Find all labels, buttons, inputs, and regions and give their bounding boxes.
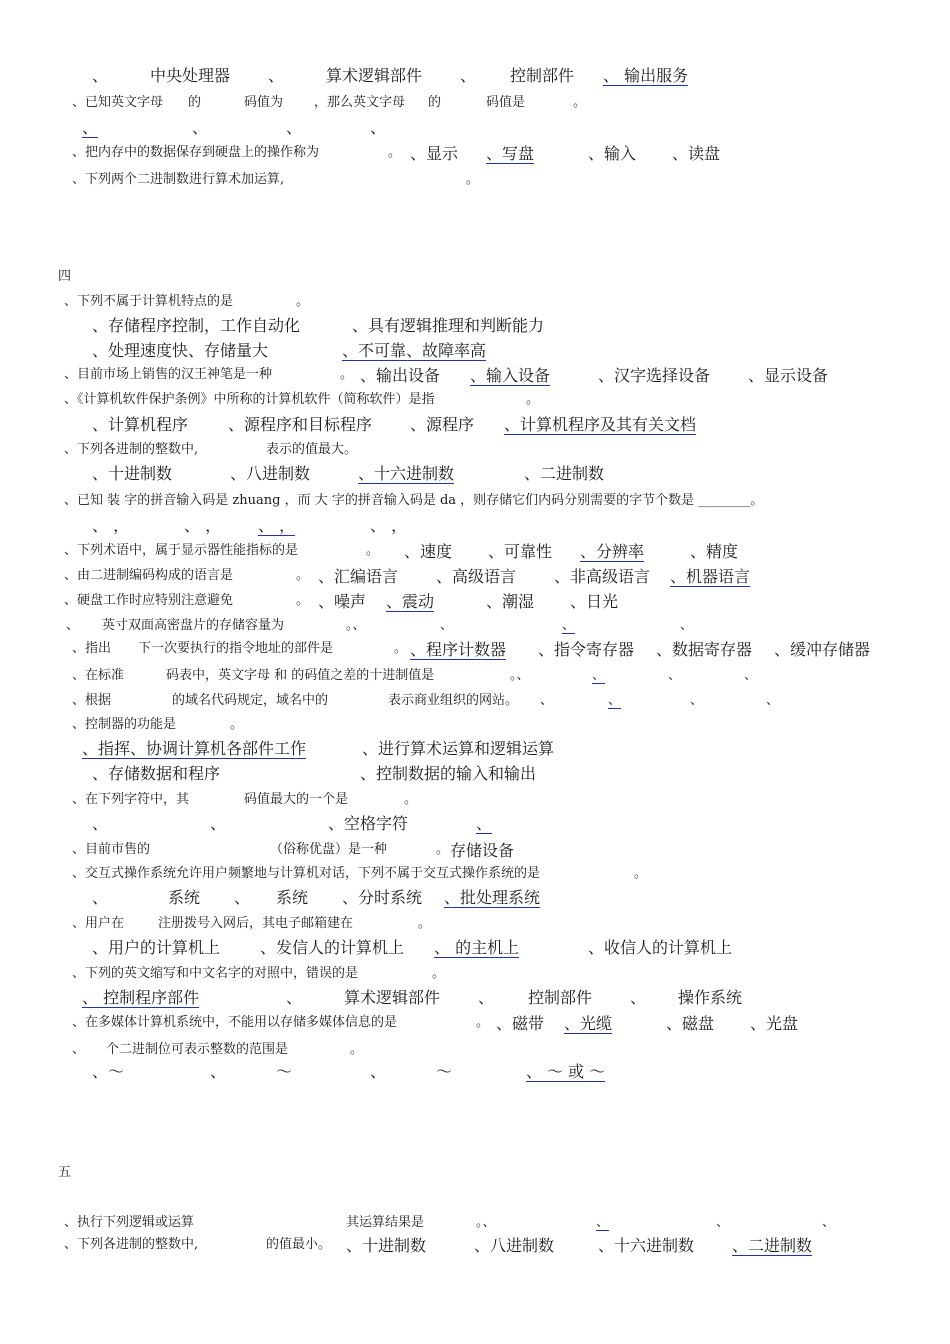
question-text: 、 — [268, 66, 285, 85]
question-text: 、 — [668, 668, 682, 683]
question-text: 、 — [72, 1042, 86, 1057]
question-text: 、发信人的计算机上 — [260, 938, 405, 957]
question-text: 存储设备 — [450, 841, 515, 860]
question-text: 、 — [192, 118, 209, 137]
answer-text: 、 — [592, 668, 606, 683]
answer-text: 、 控制程序部件 — [82, 988, 200, 1007]
question-text: 。 — [296, 294, 310, 309]
question-text: 、空格字符 — [328, 814, 409, 833]
question-text: 、 — [370, 118, 387, 137]
question-text: 、输出设备 — [360, 366, 441, 385]
question-text: 下一次要执行的指令地址的部件是 — [138, 641, 334, 656]
question-text: 。 — [418, 916, 432, 931]
question-text: 、 — [92, 66, 109, 85]
question-text: 、进行算术运算和逻辑运算 — [362, 739, 555, 758]
question-text: 、汉字选择设备 — [598, 366, 711, 385]
question-text: 。 — [404, 792, 418, 807]
answer-text: 、计算机程序及其有关文档 — [504, 415, 697, 434]
question-text: 、十六进制数 — [598, 1236, 695, 1255]
answer-text: 、机器语言 — [670, 567, 751, 586]
question-text: 。 — [432, 966, 446, 981]
question-text: 、显示 — [410, 144, 459, 163]
question-text: 、 — [286, 988, 303, 1007]
question-text: 、 — [370, 1062, 387, 1081]
question-text: 操作系统 — [678, 988, 743, 1007]
question-text: 、由二进制编码构成的语言是 — [64, 568, 234, 583]
question-text: 四 — [58, 269, 72, 284]
question-text: 表示商业组织的网站。 — [388, 693, 519, 708]
question-text: 、汇编语言 — [318, 567, 399, 586]
answer-text: 、震动 — [386, 592, 435, 611]
question-text: 、《计算机软件保护条例》中所称的计算机软件（简称软件）是指 — [64, 392, 435, 407]
question-text: 算术逻辑部件 — [344, 988, 441, 1007]
question-text: 、下列术语中，属于显示器性能指标的是 — [64, 543, 299, 558]
question-text: 、存储程序控制，工作自动化 — [92, 316, 301, 335]
question-text: 表示的值最大。 — [266, 442, 358, 457]
question-text: 、 ， — [184, 516, 222, 535]
question-text: 、 — [66, 618, 80, 633]
question-text: 、处理速度快、存储量大 — [92, 341, 269, 360]
answer-text: 、 — [596, 1215, 610, 1230]
question-text: 、硬盘工作时应特别注意避免 — [64, 593, 234, 608]
answer-text: 、 的主机上 — [434, 938, 520, 957]
answer-text: 、 — [476, 814, 493, 833]
question-text: 、～ — [92, 1062, 125, 1081]
question-text: 、高级语言 — [436, 567, 517, 586]
question-text: 、 — [92, 814, 109, 833]
question-text: 的域名代码规定，域名中的 — [172, 693, 329, 708]
answer-text: 、指挥、协调计算机各部件工作 — [82, 739, 307, 758]
question-text: 。 — [634, 866, 648, 881]
question-text: 、指令寄存器 — [538, 640, 635, 659]
question-text: 码值最大的一个是 — [244, 792, 349, 807]
question-text: 、控制数据的输入和输出 — [360, 764, 537, 783]
answer-text: 、二进制数 — [732, 1236, 813, 1255]
question-text: 中央处理器 — [150, 66, 231, 85]
question-text: 、非高级语言 — [554, 567, 651, 586]
question-text: 、精度 — [690, 542, 739, 561]
answer-text: 、输入设备 — [470, 366, 551, 385]
question-text: 。 — [388, 145, 402, 160]
question-text: 、 — [822, 1215, 836, 1230]
answer-text: 、 — [608, 693, 622, 708]
answer-text: 、写盘 — [486, 144, 535, 163]
question-text: 。 — [296, 568, 310, 583]
answer-text: 、批处理系统 — [444, 888, 541, 907]
question-text: 、可靠性 — [488, 542, 553, 561]
question-text: 、存储数据和程序 — [92, 764, 221, 783]
question-text: 、 ， — [370, 516, 408, 535]
question-text: 、下列不属于计算机特点的是 — [64, 294, 234, 309]
question-text: 控制部件 — [510, 66, 575, 85]
question-text: 码值为 — [244, 95, 284, 110]
question-text: 、十进制数 — [346, 1236, 427, 1255]
question-text: 、执行下列逻辑或运算 — [64, 1215, 195, 1230]
question-text: 码值是 — [486, 95, 526, 110]
question-text: 。 — [466, 172, 480, 187]
answer-text: 、光缆 — [564, 1014, 613, 1033]
question-text: 、在标准 — [72, 668, 125, 683]
question-text: 、指出 — [72, 641, 112, 656]
question-text: 个二进制位可表示整数的范围是 — [106, 1042, 289, 1057]
question-text: 、 — [286, 118, 303, 137]
question-text: 、 — [690, 693, 704, 708]
question-text: 其运算结果是 — [346, 1215, 425, 1230]
answer-text: 、 ， — [258, 516, 296, 535]
question-text: 、下列各进制的整数中, — [64, 1237, 199, 1252]
question-text: 。 — [230, 717, 244, 732]
question-text: 、数据寄存器 — [656, 640, 753, 659]
question-text: 、 — [210, 814, 227, 833]
question-text: 、 — [234, 888, 251, 907]
question-text: （俗称优盘）是一种 — [270, 842, 388, 857]
answer-text: 、 ～ 或 ～ — [526, 1062, 606, 1081]
question-text: 英寸双面高密盘片的存储容量为 — [102, 618, 285, 633]
question-text: 算术逻辑部件 — [326, 66, 423, 85]
question-text: 、交互式操作系统允许用户频繁地与计算机对话，下列不属于交互式操作系统的是 — [72, 866, 541, 881]
question-text: 。 — [526, 392, 540, 407]
answer-text: 、十六进制数 — [358, 464, 455, 483]
question-text: 、读盘 — [672, 144, 721, 163]
question-text: 。 — [366, 543, 380, 558]
question-text: 的 — [188, 95, 202, 110]
question-text: 、缓冲存储器 — [774, 640, 871, 659]
answer-text: 、不可靠、故障率高 — [342, 341, 487, 360]
question-text: 、磁盘 — [666, 1014, 715, 1033]
question-text: 、目前市场上销售的汉王神笔是一种 — [64, 367, 273, 382]
question-text: 、潮湿 — [486, 592, 535, 611]
question-text: 系统 — [276, 888, 309, 907]
question-text: 、磁带 — [496, 1014, 545, 1033]
question-text: 、日光 — [570, 592, 619, 611]
question-text: ～ — [276, 1062, 293, 1081]
question-text: 、分时系统 — [342, 888, 423, 907]
question-text: 系统 — [168, 888, 201, 907]
question-text: 。 — [340, 367, 354, 382]
question-text: 。、 — [510, 668, 530, 683]
question-text: 。 — [476, 1015, 490, 1030]
question-text: 、根据 — [72, 693, 112, 708]
question-text: 、 — [478, 988, 495, 1007]
question-text: 、八进制数 — [230, 464, 311, 483]
question-text: 、 — [92, 888, 109, 907]
answer-text: 、 — [562, 618, 576, 633]
question-text: ，那么英文字母 — [314, 95, 406, 110]
question-text: 码表中，英文字母 和 的码值之差的十进制值是 — [166, 668, 435, 683]
question-text: 、十进制数 — [92, 464, 173, 483]
question-text: 、光盘 — [750, 1014, 799, 1033]
question-text: 、在下列字符中，其 — [72, 792, 190, 807]
question-text: 、目前市售的 — [72, 842, 151, 857]
question-text: 。 — [436, 842, 450, 857]
question-text: 的 — [428, 95, 442, 110]
question-text: 、 — [766, 693, 780, 708]
question-text: 、 ， — [92, 516, 130, 535]
question-text: 、 — [440, 618, 454, 633]
answer-text: 、 输出服务 — [603, 66, 689, 85]
question-text: 、 — [716, 1215, 730, 1230]
question-text: 、 — [460, 66, 477, 85]
question-text: 。、 — [476, 1215, 496, 1230]
question-text: 、源程序和目标程序 — [228, 415, 373, 434]
question-text: 、 — [210, 1062, 227, 1081]
answer-text: 、 — [82, 118, 99, 137]
question-text: 。 — [296, 593, 310, 608]
question-text: 、收信人的计算机上 — [588, 938, 733, 957]
question-text: 。 — [350, 1042, 364, 1057]
question-text: ～ — [436, 1062, 453, 1081]
question-text: 、下列的英文缩写和中文名字的对照中，错误的是 — [72, 966, 359, 981]
question-text: 、输入 — [588, 144, 637, 163]
question-text: 、八进制数 — [474, 1236, 555, 1255]
question-text: 、 — [744, 668, 758, 683]
question-text: 、下列两个二进制数进行算术加运算, — [72, 172, 285, 187]
question-text: 、计算机程序 — [92, 415, 189, 434]
answer-text: 、程序计数器 — [410, 640, 507, 659]
question-text: 。、 — [346, 618, 366, 633]
question-text: 、 — [630, 988, 647, 1007]
question-text: 控制部件 — [528, 988, 593, 1007]
question-text: 、 — [680, 618, 694, 633]
question-text: 、 — [540, 693, 554, 708]
question-text: 、把内存中的数据保存到硬盘上的操作称为 — [72, 145, 320, 160]
question-text: 、用户在 — [72, 916, 125, 931]
question-text: 五 — [58, 1165, 72, 1180]
question-text: 、已知 装 字的拼音输入码是 zhuang ，而 大 字的拼音输入码是 da ，则存储它们内码分别需要的字节个数是 ________。 — [64, 493, 764, 508]
question-text: 、具有逻辑推理和判断能力 — [352, 316, 545, 335]
answer-text: 、分辨率 — [580, 542, 645, 561]
question-text: 、下列各进制的整数中, — [64, 442, 199, 457]
question-text: 、噪声 — [318, 592, 367, 611]
question-text: 、显示设备 — [748, 366, 829, 385]
question-text: 。 — [573, 95, 587, 110]
question-text: 、速度 — [404, 542, 453, 561]
question-text: 、在多媒体计算机系统中，不能用以存储多媒体信息的是 — [72, 1015, 398, 1030]
question-text: 注册拨号入网后，其电子邮箱建在 — [158, 916, 354, 931]
question-text: 、控制器的功能是 — [72, 717, 177, 732]
question-text: 、已知英文字母 — [72, 95, 164, 110]
question-text: 。 — [394, 641, 408, 656]
question-text: 、用户的计算机上 — [92, 938, 221, 957]
question-text: 、二进制数 — [524, 464, 605, 483]
question-text: 、源程序 — [410, 415, 475, 434]
question-text: 的值最小。 — [266, 1237, 332, 1252]
